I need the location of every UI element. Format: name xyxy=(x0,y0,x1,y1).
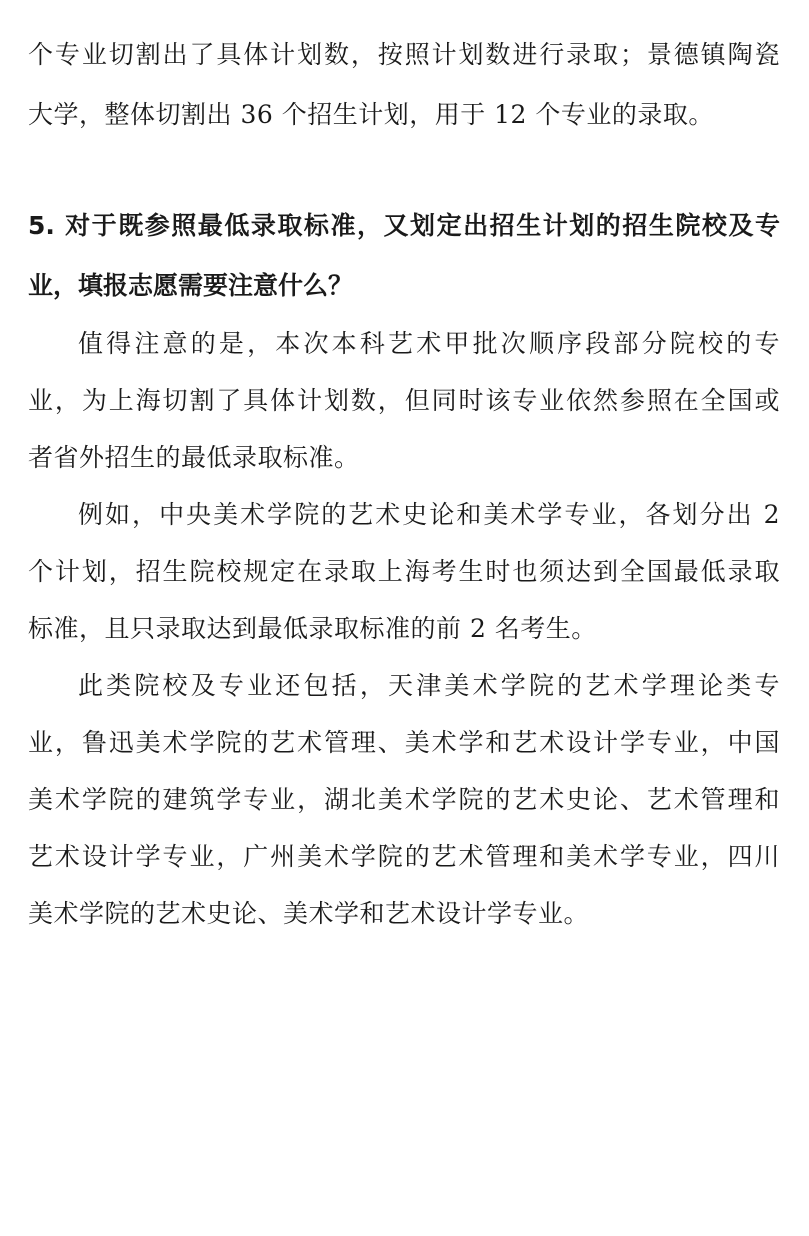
text-line: 个计划，招生院校规定在录取上海考生时也须达到全国最低录取 xyxy=(28,557,780,586)
text-line: 美术学院的建筑学专业，湖北美术学院的艺术史论、艺术管理和 xyxy=(28,785,780,814)
text-line: 艺术设计学专业，广州美术学院的艺术管理和美术学专业，四川 xyxy=(28,842,780,871)
heading-line: 5. 对于既参照最低录取标准，又划定出招生计划的招生院校及专 xyxy=(28,211,780,240)
text-line: 者省外招生的最低录取标准。 xyxy=(28,443,360,472)
text-line: 美术学院的艺术史论、美术学和艺术设计学专业。 xyxy=(28,899,590,928)
text-line: 业，鲁迅美术学院的艺术管理、美术学和艺术设计学专业，中国 xyxy=(28,728,780,757)
text-line: 标准，且只录取达到最低录取标准的前 2 名考生。 xyxy=(28,614,597,643)
text-line: 此类院校及专业还包括，天津美术学院的艺术学理论类专 xyxy=(78,671,780,700)
text-line: 大学，整体切割出 36 个招生计划，用于 12 个专业的录取。 xyxy=(28,100,714,129)
text-line: 业，为上海切割了具体计划数，但同时该专业依然参照在全国或 xyxy=(28,386,780,415)
text-line: 例如，中央美术学院的艺术史论和美术学专业，各划分出 2 xyxy=(78,500,780,529)
heading-line: 业，填报志愿需要注意什么？ xyxy=(28,271,354,300)
text-line: 个专业切割出了具体计划数，按照计划数进行录取；景德镇陶瓷 xyxy=(28,40,780,69)
text-line: 值得注意的是，本次本科艺术甲批次顺序段部分院校的专 xyxy=(78,329,780,358)
